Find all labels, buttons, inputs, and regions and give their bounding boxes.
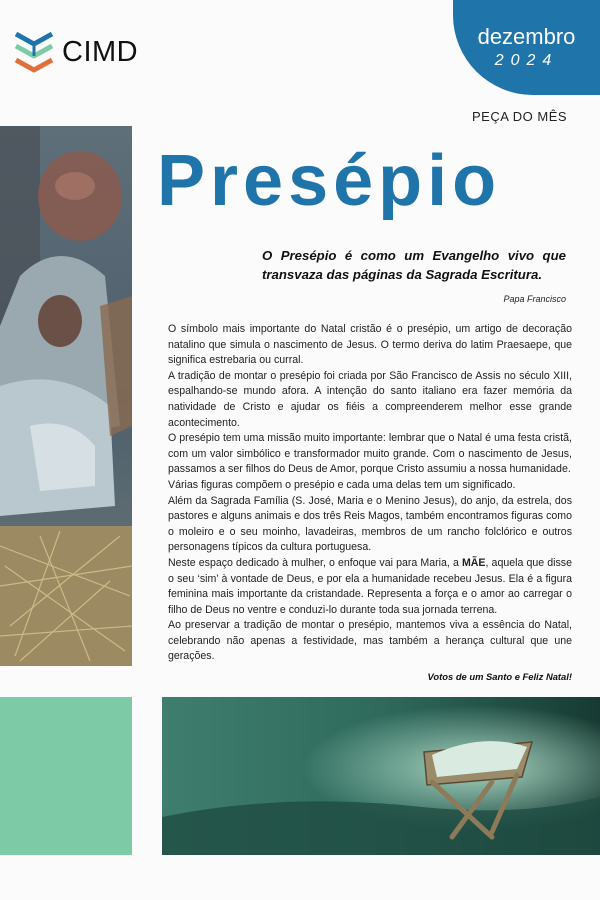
page-title: Presépio <box>157 141 502 221</box>
paragraph: Várias figuras compõem o presépio e cada uma delas tem um significado. <box>168 478 516 491</box>
paragraph: A tradição de montar o presépio foi criada por São Francisco de Assis no século XIII, espalhando-se mundo afora. A intenção do santo italiano era fazer memória da natividade de Cristo e ajudar os fiéis a compreenderem melhor esse grande acontecimento. <box>168 369 572 429</box>
paragraph: O presépio tem uma missão muito importante: lembrar que o Natal é uma festa cristã, com um valor simbólico e transformador muito grande. Com o nascimento de Jesus, passamos a ser filhos do Deus de Amor, porque Cristo assumiu a nossa humanidade. <box>168 432 572 476</box>
green-decor-block <box>0 697 132 855</box>
paragraph-text: Neste espaço dedicado à mulher, o enfoque vai para Maria, a <box>168 556 462 569</box>
paragraph-text: , aquela que disse o seu ‘sim’ à vontade de Deus, e por ela a humanidade recebeu Jesus. Ela é a figura feminina mais importante da cristandade. Representa a força e o amor ao carregar o filho de Deus no ventre e conduzi-lo durante toda sua jornada terrena. <box>168 556 572 616</box>
article-body <box>168 322 572 665</box>
manger-photo <box>162 697 600 855</box>
quote-author: Papa Francisco <box>503 294 566 304</box>
paragraph <box>168 556 572 618</box>
cimd-logo-icon <box>14 30 56 74</box>
paragraph: Ao preservar a tradição de montar o presépio, mantemos viva a essência do Natal, celebrando não apenas a festividade, mas também a herança cultural que une gerações. <box>168 619 572 663</box>
date-badge <box>453 0 600 95</box>
emphasis-mae: MÃE <box>461 556 486 569</box>
quote-text: O Presépio é como um Evangelho vivo que transvaza das páginas da Sagrada Escritura. <box>262 248 566 282</box>
paragraph: O símbolo mais importante do Natal cristão é o presépio, um artigo de decoração natalino que simula o nascimento de Jesus. O termo deriva do latim Praesaepe, que significa estrebaria ou curral. <box>168 323 572 367</box>
date-year: 2024 <box>494 52 559 69</box>
brand-name: CIMD <box>62 35 139 68</box>
nativity-photo <box>0 126 132 666</box>
paragraph: Além da Sagrada Família (S. José, Maria e o Menino Jesus), do anjo, da estrela, dos pastores e alguns animais e dos três Reis Magos, também encontramos figuras como o moleiro e o seu moinho, lavadeiras, membros de um rancho folclórico e outros personagens típicos da cultura portuguesa. <box>168 494 572 554</box>
date-month: dezembro <box>477 24 576 49</box>
cimd-logo <box>14 30 138 74</box>
closing-wishes: Votos de um Santo e Feliz Natal! <box>427 671 572 682</box>
section-label: PEÇA DO MÊS <box>472 109 568 124</box>
